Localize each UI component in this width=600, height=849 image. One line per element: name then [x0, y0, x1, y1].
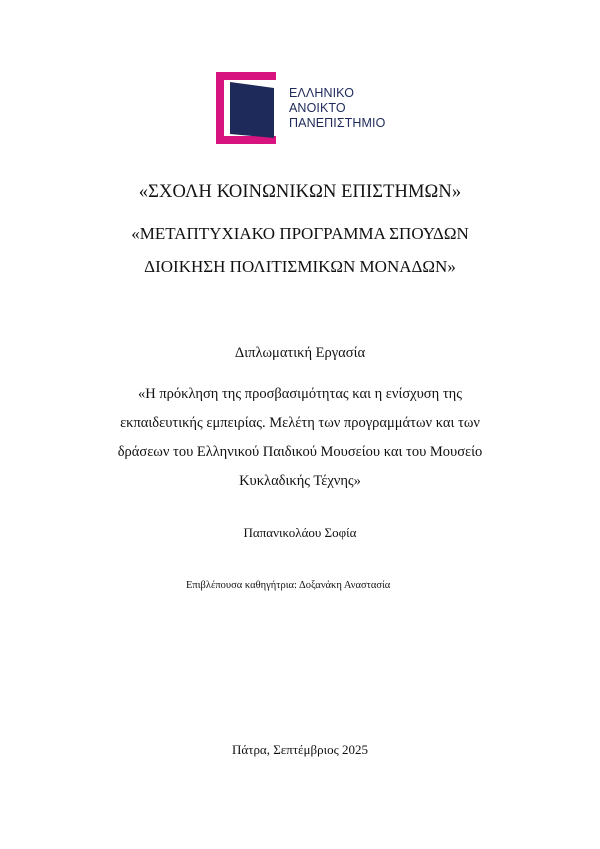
university-logo-text: [289, 86, 385, 131]
thesis-title-line: Κυκλαδικής Τέχνης»: [239, 473, 361, 489]
thesis-title-line: δράσεων του Ελληνικού Παιδικού Μουσείου και του Μουσείο: [117, 444, 483, 460]
thesis-type: Διπλωματική Εργασία: [234, 345, 366, 361]
thesis-title: [0, 380, 600, 496]
place-date: Πάτρα, Σεπτέμβριος 2025: [232, 742, 368, 757]
thesis-title-line: «Η πρόκληση της προσβασιμότητας και η ενίσχυση της: [138, 386, 462, 402]
supervisor: Επιβλέπουσα καθηγήτρια: Δοξανάκη Αναστασία: [186, 580, 391, 591]
thesis-title-line: εκπαιδευτικής εμπειρίας. Μελέτη των προγραμμάτων και των: [120, 415, 480, 431]
program-name-line1: «ΜΕΤΑΠΤΥΧΙΑΚΟ ΠΡΟΓΡΑΜΜΑ ΣΠΟΥΔΩΝ: [131, 224, 469, 243]
university-logo-mark-icon: [216, 72, 286, 144]
logo-text-line1: ΕΛΛΗΝΙΚΟ: [289, 86, 355, 100]
program-name-line2: ΔΙΟΙΚΗΣΗ ΠΟΛΙΤΙΣΜΙΚΩΝ ΜΟΝΑΔΩΝ»: [144, 257, 456, 276]
author-name: Παπανικολάου Σοφία: [243, 525, 357, 540]
university-logo: [216, 72, 406, 144]
logo-text-line2: ΑΝΟΙΚΤΟ: [289, 101, 346, 115]
logo-text-line3: ΠΑΝΕΠΙΣΤΗΜΙΟ: [289, 116, 386, 130]
school-name: «ΣΧΟΛΗ ΚΟΙΝΩΝΙΚΩΝ ΕΠΙΣΤΗΜΩΝ»: [138, 182, 462, 202]
